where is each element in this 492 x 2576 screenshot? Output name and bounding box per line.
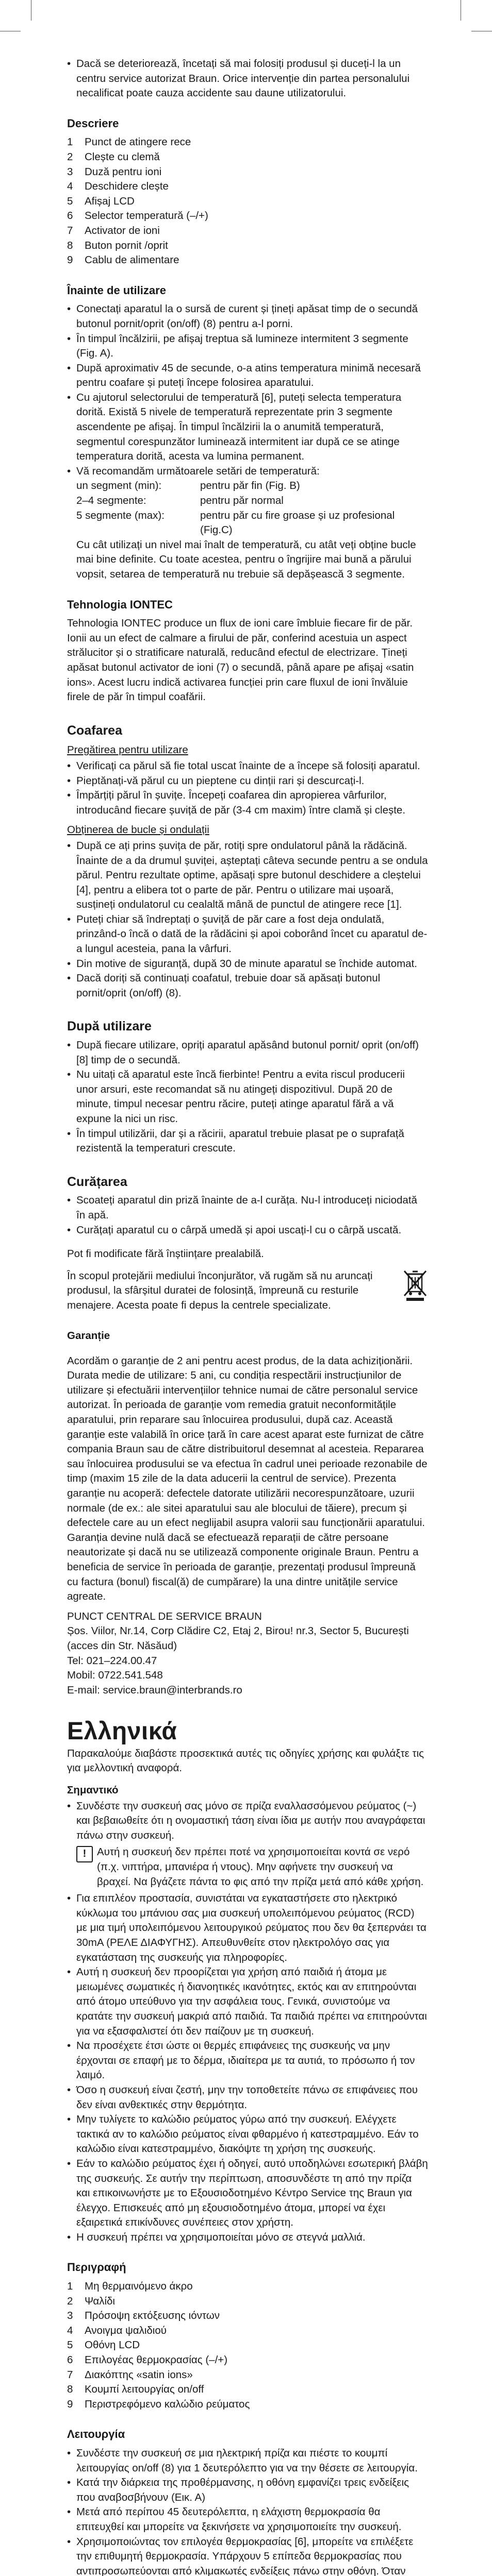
list-item: 6 Selector temperatură (–/+)	[67, 210, 208, 222]
prep-subheading: Pregătirea pentru utilizare	[67, 744, 188, 756]
list-item: • Curățați aparatul cu o cârpă umedă și apoi uscați-l cu o cârpă uscată.	[67, 1223, 428, 1238]
prep-list	[67, 759, 428, 818]
temperature-note: Cu cât utilizați un nivel mai înalt de temperatură, cu atât veți obține bucle mai bine definite. Cu toate acestea, pentru o îngrijire mai bună a părului vopsit, setarea de temperatură nu trebuie să depășească 3 segmente.	[76, 538, 416, 580]
service-address	[67, 1609, 428, 1698]
mobile-line: Mobil: 0722.541.548	[67, 1669, 163, 1682]
list-item: 5 Afișaj LCD	[67, 195, 135, 207]
list-item: • Η συσκευή πρέπει να χρησιμοποιείται μόνο σε στεγνά μαλλιά.	[67, 2230, 428, 2245]
leitourgia-list	[67, 2446, 428, 2576]
list-item: • Dacă doriți să continuați coafatul, trebuie doar să apăsați butonul pornit/oprit (on/off) (8).	[67, 971, 428, 1001]
leitourgia-heading: Λειτουργία	[67, 2428, 125, 2441]
list-item: • Puteți chiar să îndreptați o șuviță de păr care a fost deja ondulată, prinzând-o încă o dată de la rădăcini și apoi coborând încet cu aparatul de-a lungul acesteia, pana la vârfuri.	[67, 912, 428, 957]
list-item: • Να προσέχετε έτσι ώστε οι θερμές επιφάνειες της συσκευής να μην έρχονται σε επαφή με το δέρμα, ιδιαίτερα με τα αυτιά, το πρόσωπο ή τον λαιμό.	[67, 2039, 428, 2083]
list-item: • Μην τυλίγετε το καλώδιο ρεύματος γύρω από την συσκευή. Ελέγχετε τακτικά αν το καλώδιο ρεύματος είναι φθαρμένο ή κατεστραμμένο. Εάν το καλώδιο είναι κατεστραμμένο, διακόψτε τη χρήση της συσκευής.	[67, 2112, 428, 2157]
warning-icon: !	[76, 1846, 93, 1862]
water-warning	[67, 1845, 428, 1889]
greek-parts-list	[67, 2279, 428, 2412]
list-item: • Cu ajutorul selectorului de temperatură [6], puteți selecta temperatura dorită. Există 5 nivele de temperatură reprezentate prin 3 segmente ascendente pe afișaj. În timpul încălzirii la o anumită temperatură, segmentul corespunzător luminează intermitent iar după ce se atinge temperatura dorită, acesta va lumina permanent.	[67, 391, 428, 464]
modification-note: Pot fi modificate fără înștiințare prealabilă.	[67, 1248, 264, 1260]
address-line: PUNCT CENTRAL DE SERVICE BRAUN	[67, 1610, 262, 1622]
list-item: 8 Buton pornit /oprit	[67, 239, 168, 251]
coafarea-heading: Coafarea	[67, 723, 122, 738]
list-item: 4 Deschidere clește	[67, 180, 169, 193]
descriere-heading: Descriere	[67, 116, 119, 130]
list-item: 9 Cablu de alimentare	[67, 254, 179, 266]
list-item: • Pieptănați-vă părul cu un pieptene cu dinții rari și descurcați-l.	[67, 774, 428, 789]
list-item: • Din motive de siguranță, după 30 de minute aparatul se închide automat.	[67, 957, 428, 972]
list-item: • Μετά από περίπου 45 δευτερόλεπτα, η ελάχιστη θερμοκρασία θα επιτευχθεί και μπορείτε να ξεκινήσετε να χρησιμοποιείτε την συσκευή.	[67, 2505, 428, 2534]
phone-line: Tel: 021–224.00.47	[67, 1654, 157, 1667]
list-item: • Vă recomandăm următoarele setări de temperatură:	[67, 464, 428, 479]
list-item: 7 Διακόπτης «satin ions»	[67, 2368, 193, 2381]
warranty-text: Acordăm o garanție de 2 ani pentru acest produs, de la data achiziționării. Durata medie de utilizare: 5 ani, cu condiția respectării instrucțiunilor de utilizare și efectuării intervențiilor tehnice numai de către personalul service autorizat. În perioada de garanție vom remedia gratuit neconformitățile aparatului, prin reparare sau înlocuirea produsului, după caz. Această garanție este valabilă în orice țară în care acest aparat este furnizat de către compania Braun sau de către distribuitorul desemnat al acesteia. Repararea sau înlocuirea produsului se va efectua în cadrul unei perioade rezonabile de timp (maxim 15 zile de la data aducerii la centrul de service). Prezenta garanție nu acoperă: defectele datorate utilizării necorespunzătoare, uzurii normale (de ex.: ale sitei aparatului sau ale blocului de tăiere), precum și defectele care au un efect neglijabil asupra valorii sau funcționării aparatului. Garanția devine nulă dacă se efectuează reparații de către persoane neautorizate și dacă nu se utilizează componente originale Braun. Pentru a beneficia de service în perioada de garanție, prezentați produsul împreună cu factura (bonul) fiscal(ă) de cumpărare) la una dintre unitățile service agreate.	[67, 1354, 428, 1603]
list-item: • În timpul încălzirii, pe afișaj treptua să lumineze intermitent 3 segmente (Fig. A).	[67, 332, 428, 361]
list-item: 7 Activator de ioni	[67, 224, 160, 236]
list-item: • Χρησιμοποιώντας τον επιλογέα θερμοκρασίας [6], μπορείτε να επιλέξετε την επιθυμητή θερμοκρασία. Υπάρχουν 5 επίπεδα θερμοκρασίας που αντιπροσωπεύονται από κλιμακωτές ενδείξεις πάνω στην οθόνη. Όταν	[67, 2535, 428, 2576]
list-item: • Συνδέστε την συσκευή σας μόνο σε πρίζα εναλλασσόμενου ρεύματος (~) και βεβαιωθείτε ότι η ονομαστική τάση είναι ίδια με αυτήν που αναγράφεται πάνω στην συσκευή.	[67, 1799, 428, 1843]
list-item: 1 Μη θερμαινόμενο άκρο	[67, 2280, 193, 2293]
intro-bullets	[67, 57, 428, 101]
list-item: 3 Πρόσοψη εκτόξευσης ιόντων	[67, 2310, 220, 2322]
list-item: • Verificați ca părul să fie total uscat înainte de a începe să folosiți aparatul.	[67, 759, 428, 774]
manual-page	[67, 57, 428, 2576]
list-item: 2 Clește cu clemă	[67, 150, 160, 163]
list-item: • Nu uitați că aparatul este încă fierbinte! Pentru a evita riscul producerii unor arsuri, este recomandat să nu atingeți dispozitivul. După 20 de minute, timpul necesar pentru răcire, puteți atinge aparatul fără a vă expune la nici un risc.	[67, 1067, 428, 1126]
list-item: • Împărțiți părul în șuvițe. Începeți coafarea din apropierea vârfurilor, introducând fiecare șuviță de păr (3-4 cm maxim) între clamă și clește.	[67, 788, 428, 818]
garantie-heading: Garanție	[67, 1329, 110, 1342]
inainte-heading: Înainte de utilizare	[67, 283, 166, 297]
list-item: 5 segmente (max): pentru păr cu fire groase și uz profesional (Fig.C)	[76, 509, 395, 536]
list-item: • În timpul utilizării, dar și a răcirii, aparatul trebuie plasat pe o suprafață rezistentă la temperaturi crescute.	[67, 1127, 428, 1156]
list-item: • Όσο η συσκευή είναι ζεστή, μην την τοποθετείτε πάνω σε επιφάνειες που δεν είναι ανθεκτικές στην θερμότητα.	[67, 2083, 428, 2112]
list-item: 6 Επιλογέας θερμοκρασίας (–/+)	[67, 2354, 228, 2366]
perigrafi-heading: Περιγραφή	[67, 2261, 126, 2274]
intro-bullet: • Dacă se deteriorează, încetați să mai folosiți produsul și duceți-l la un centru service autorizat Braun. Orice intervenție din partea personalului necalificat poate cauza accidente sau daune utilizatorului.	[67, 57, 428, 101]
list-item: • Εάν το καλώδιο ρεύματος έχει ή οδηγεί, αυτό υποδηλώνει εσωτερική βλάβη της συσκευής. Σε αυτήν την περίπτωση, αποσυνδέστε τη από την πρίζα και επικοινωνήστε με το Εξουσιοδοτημένο Κέντρο Service της Braun για έλεγχο. Επισκευές από μη εξουσιοδοτημένο άτομα, μπορεί να έχει εξαιρετικά επικίνδυνες συνέπειες στον χρήστη.	[67, 2157, 428, 2230]
list-item: • Συνδέστε την συσκευή σε μια ηλεκτρική πρίζα και πιέστε το κουμπί λειτουργίας on/off (8) για 1 δευτερόλεπτο για να την θέσετε σε λειτουργία.	[67, 2446, 428, 2476]
curatarea-list	[67, 1193, 428, 1238]
important-list	[67, 1799, 428, 1843]
language-heading: Ελληνικά	[67, 1718, 177, 1745]
list-item: un segment (min): pentru păr fin (Fig. B)	[76, 480, 300, 492]
list-item: • Scoateți aparatul din priză înainte de a-l curăța. Nu-l introduceți niciodată în apă.	[67, 1193, 428, 1223]
iontec-text: Tehnologia IONTEC produce un flux de ioni care îmbluie fiecare fir de păr. Ionii au un efect de calmare a firului de păr, conferind acestuia un aspect strălucitor și o stratificare naturală, reducând efectul de electrizare. Țineți apăsat butonul activator de ioni (7) o secundă, până apare pe afișaj «satin ions». Acest lucru indică activarea funcției prin care fluxul de ioni învăluie firele de păr în timpul coafării.	[67, 617, 414, 703]
greek-intro: Παρακαλούμε διαβάστε προσεκτικά αυτές τις οδηγίες χρήσης και φυλάξτε τις για μελλοντική αναφορά.	[67, 1747, 424, 1774]
list-item: 9 Περιστρεφόμενο καλώδιο ρεύματος	[67, 2398, 250, 2410]
list-item: 3 Duză pentru ioni	[67, 165, 162, 178]
address-line: Șos. Viilor, Nr.14, Corp Clădire C2, Etaj 2, Birou! nr.3, Sector 5, București (acces din Str. Năsăud)	[67, 1625, 409, 1652]
important-heading: Σημαντικό	[67, 1784, 119, 1797]
list-item: • Αυτή η συσκευή δεν προορίζεται για χρήση από παιδιά ή άτομα με μειωμένες σωματικές ή διανοητικές ικανότητες, εκτός και αν επιτηρούνται από άτομο υπεύθυνο για την ασφάλεια τους. Γενικά, συνιστούμε να κρατάτε την συσκευή μακριά από παιδιά. Τα παιδιά πρέπει να επιτηρούνται για να εξασφαλιστεί ότι δεν παίζουν με τη συσκευή.	[67, 1965, 428, 2039]
list-item: 1 Punct de atingere rece	[67, 136, 191, 148]
list-item: 8 Κουμπί λειτουργίας on/off	[67, 2383, 204, 2396]
crossed-bin-icon	[402, 1269, 428, 1302]
warning-text: Αυτή η συσκευή δεν πρέπει ποτέ να χρησιμοποιείται κοντά σε νερό (π.χ. νιπτήρα, μπανιέρα ή ντους). Μην αφήνετε την συσκευή να βραχεί. Να βγάζετε πάντα το φις από την πρίζα μετά από κάθε χρήση.	[97, 1846, 424, 1888]
list-item: 4 Ανοιγμα ψαλιδιού	[67, 2324, 167, 2336]
list-item: • După aproximativ 45 de secunde, o-a atins temperatura minimă necesară pentru coafare și puteți începe folosirea aparatului.	[67, 361, 428, 391]
list-item: • Για επιπλέον προστασία, συνιστάται να εγκαταστήσετε στο ηλεκτρικό κύκλωμα του μπάνιου σας μια συσκευή υπολειπόμενου ρεύματος (RCD) με μια τιμή υπολειπόμενου λειτουργικού ρεύματος που δεν θα ξεπερνάει τα 30mA (ΡΕΛΕ ΔΙΑΦΥΓΗΣ). Απευθυνθείτε στον ηλεκτρολόγο σας για εγκατάσταση της συσκευής για πληροφορίες.	[67, 1891, 428, 1965]
important-list-rest	[67, 1891, 428, 2245]
environment-text: În scopul protejării mediului înconjurător, vă rugăm să nu aruncați produsul, la sfârșitul duratei de folosință, împreună cu resturile menajere. Acesta poate fi depus la centrele specializate.	[67, 1269, 373, 1311]
dupa-heading: După utilizare	[67, 1019, 152, 1034]
list-item: 5 Οθόνη LCD	[67, 2339, 140, 2351]
parts-list	[67, 135, 428, 267]
list-item: • Conectați aparatul la o sursă de curent și țineți apăsat timp de o secundă butonul pornit/oprit (on/off) (8) pentru a-l porni.	[67, 302, 428, 331]
email-line: E-mail: service.braun@interbrands.ro	[67, 1684, 242, 1696]
curls-list	[67, 839, 428, 1001]
curls-subheading: Obținerea de bucle și ondulații	[67, 824, 209, 836]
iontec-heading: Tehnologia IONTEC	[67, 598, 173, 611]
dupa-list	[67, 1038, 428, 1156]
list-item: • După ce ați prins șuvița de păr, rotiți spre ondulatorul până la rădăcină. Înainte de a da drumul șuviței, așteptați câteva secunde pentru a se ondula părul. Pentru rezultate optime, apăsați spre butonul deschidere a cleștelui [4], pentru a elibera tot o parte de păr. Pentru o utilizare mai ușoară, susțineți ondulatorul cu cealaltă mână de punctul de atingere rece [1].	[67, 839, 428, 912]
list-item: • Κατά την διάρκεια της προθέρμανσης, η οθόνη εμφανίζει τρεις ενδείξεις που αναβοσβήνουν (Εικ. Α)	[67, 2476, 428, 2505]
list-item: • După fiecare utilizare, opriți aparatul apăsând butonul pornit/ oprit (on/off) [8] timp de o secundă.	[67, 1038, 428, 1067]
environment-notice	[67, 1269, 428, 1313]
list-item: 2 Ψαλίδι	[67, 2295, 115, 2307]
list-item: 2–4 segmente: pentru păr normal	[76, 495, 284, 507]
temperature-settings	[67, 479, 428, 537]
curatarea-heading: Curățarea	[67, 1174, 127, 1189]
inainte-list	[67, 302, 428, 479]
